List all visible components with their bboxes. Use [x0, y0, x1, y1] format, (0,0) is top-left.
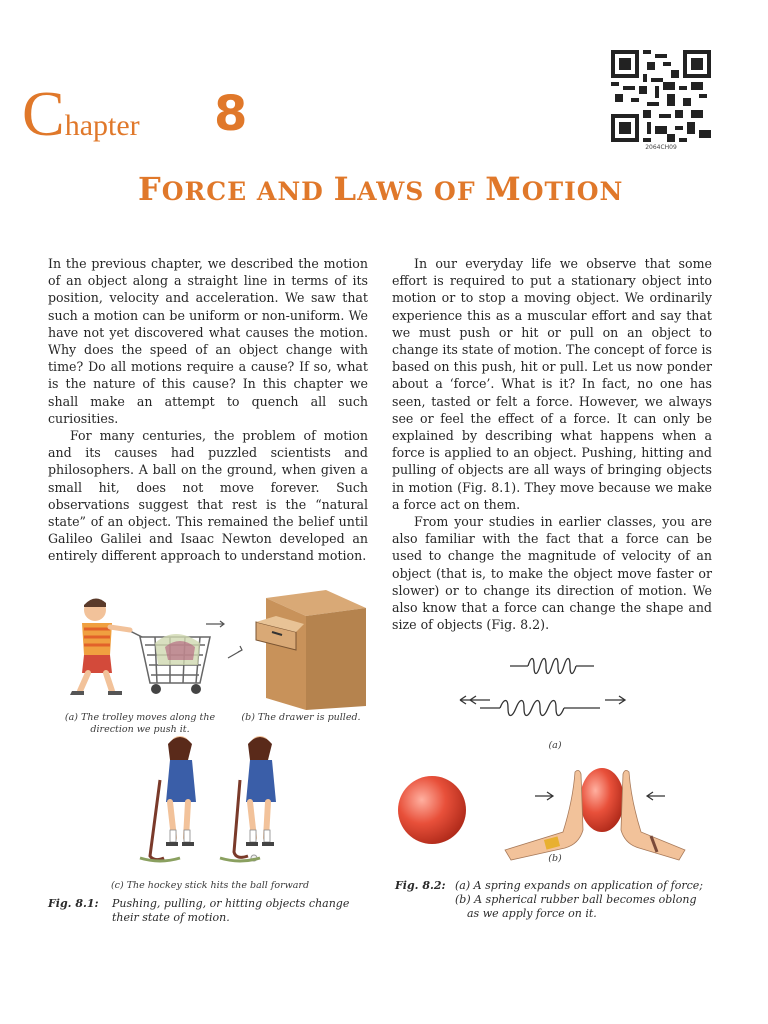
left-column: [48, 255, 368, 565]
hockey-illustration: [140, 730, 300, 870]
figure-description: Pushing, pulling, or hitting objects change their state of motion.: [112, 897, 350, 924]
figure-8-2-caption: [395, 879, 730, 921]
chapter-title: [138, 170, 718, 208]
trolley-illustration: [50, 585, 230, 705]
qr-caption: 2064CH09: [645, 144, 677, 151]
paragraph: In the previous chapter, we described the motion of an object along a straight line in terms of its position, velocity and acceleration. We saw that such a motion can be uniform or non-uniform. We have not yet discovered what causes the motion. Why does the speed of an object change with time? Do all motions require a cause? If so, what is the nature of this cause? In this chapter we shall make an attempt to quench all such curiosities.: [48, 256, 368, 426]
chapter-label: [22, 78, 140, 149]
chapter-number: 8: [214, 86, 248, 142]
paragraph: From your studies in earlier classes, you are also familiar with the fact that a force can be used to change the magnitude of velocity of an object (that is, to make the object move faster or slower) or to change its direction of motion. We also know that a force can change the shape and size of objects (Fig. 8.2).: [392, 514, 712, 633]
figure-label: Fig. 8.1:: [48, 897, 99, 910]
figure-label-a: (a): [548, 740, 562, 751]
paragraph: For many centuries, the problem of motion and its causes had puzzled scientists and philosophers. A ball on the ground, when given a small hit, does not move forever. Such observations suggest that rest is the “natural state” of an object. This remained the belief until Galileo Galilei and Isaac Newton developed an entirely different approach to understand motion.: [48, 428, 368, 564]
chapter-word-rest: hapter: [64, 109, 140, 142]
oblong-ball: [580, 768, 624, 832]
chapter-initial: C: [22, 78, 65, 149]
figure-description-b: (b) A spherical rubber ball becomes oblong: [455, 893, 697, 906]
title-part: OTION: [521, 177, 624, 206]
figure-label: Fig. 8.2:: [395, 879, 446, 892]
right-column: [392, 255, 712, 633]
figure-caption-b: (b) The drawer is pulled.: [241, 712, 361, 723]
figure-description-c: as we apply force on it.: [467, 907, 597, 920]
title-part: L: [333, 170, 358, 208]
figure-caption-c: (c) The hockey stick hits the ball forward: [110, 880, 310, 891]
title-part: F: [138, 170, 162, 208]
title-part: M: [485, 170, 522, 208]
paragraph: In our everyday life we observe that some effort is required to put a stationary object into motion or to stop a moving object. We ordinarily experience this as a muscular effort and say that we must push or hit or pull on an object to change its state of motion. The concept of force is based on this push, hit or pull. Let us now ponder about a ‘force’. What is it? In fact, no one has seen, tasted or felt a force. However, we always see or feel the effect of a force. It can only be explained by describing what happens when a force is applied to an object. Pushing, hitting and pulling of objects are all ways of bringing objects in motion (Fig. 8.1). They move because we make a force act on them.: [392, 256, 712, 512]
figure-label-b: (b): [548, 853, 562, 864]
spring-illustration: [470, 650, 650, 750]
qr-code-icon: [611, 50, 711, 142]
round-ball: [398, 776, 466, 844]
title-part: AWS OF: [357, 177, 486, 206]
figure-description-a: (a) A spring expands on application of force;: [455, 879, 704, 892]
figure-caption-a: (a) The trolley moves along the direction we push it.: [64, 712, 216, 735]
title-part: ORCE AND: [161, 177, 334, 206]
ball-illustration: [395, 760, 695, 860]
drawer-illustration: [236, 588, 371, 713]
figure-8-1-caption: [48, 897, 373, 925]
